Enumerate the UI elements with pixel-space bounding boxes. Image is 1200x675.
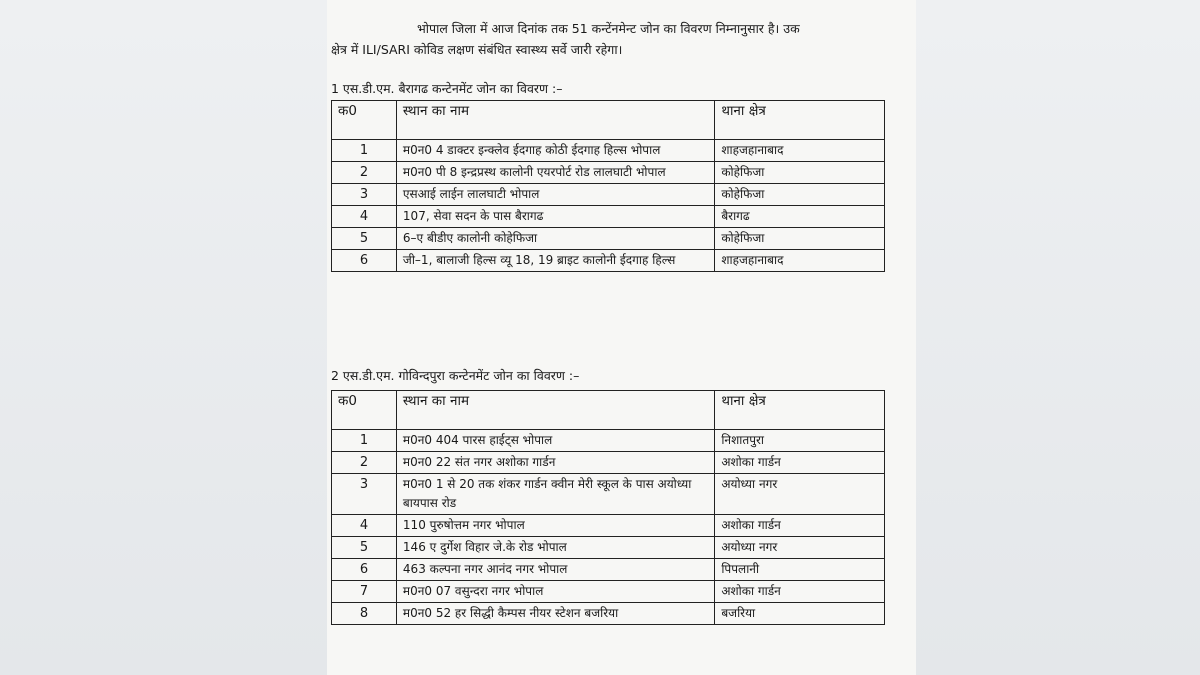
row-station: अशोका गार्डन <box>715 452 885 474</box>
row-serial: 5 <box>332 228 397 250</box>
header-place: स्थान का नाम <box>396 391 714 430</box>
row-serial: 1 <box>332 430 397 452</box>
section1-table <box>331 100 885 272</box>
row-serial: 1 <box>332 140 397 162</box>
intro-line-1: भोपाल जिला में आज दिनांक तक 51 कन्टेंनमेन्ट जोन का विवरण निम्नानुसार है। उक <box>417 21 800 36</box>
table-row <box>332 250 885 272</box>
row-serial: 6 <box>332 250 397 272</box>
table-row <box>332 474 885 515</box>
header-serial: क0 <box>332 391 397 430</box>
row-station: अशोका गार्डन <box>715 581 885 603</box>
header-place: स्थान का नाम <box>396 101 714 140</box>
intro-line-2: क्षेत्र में ILI/SARI कोविड लक्षण संबंधित स्वास्थ्य सर्वे जारी रहेगा। <box>331 42 623 57</box>
row-place: म0न0 52 हर सिद्धी कैम्पस नीयर स्टेशन बजरिया <box>396 603 714 625</box>
row-station: कोहेफिजा <box>715 162 885 184</box>
table-header-row <box>332 101 885 140</box>
row-serial: 7 <box>332 581 397 603</box>
row-station: अयोध्या नगर <box>715 474 885 515</box>
row-place: म0न0 1 से 20 तक शंकर गार्डन क्वीन मेरी स्कूल के पास अयोध्या बायपास रोड <box>396 474 714 515</box>
row-place: म0न0 पी 8 इन्द्रप्रस्थ कालोनी एयरपोर्ट रोड लालघाटी भोपाल <box>396 162 714 184</box>
row-place: म0न0 4 डाक्टर इन्क्लेव ईदगाह कोठी ईदगाह हिल्स भोपाल <box>396 140 714 162</box>
row-place: एसआई लाईन लालघाटी भोपाल <box>396 184 714 206</box>
section2-table <box>331 390 885 625</box>
table-row <box>332 184 885 206</box>
header-station: थाना क्षेत्र <box>715 391 885 430</box>
table-row <box>332 140 885 162</box>
table-header-row <box>332 391 885 430</box>
row-station: शाहजहानाबाद <box>715 140 885 162</box>
row-place: म0न0 22 संत नगर अशोका गार्डन <box>396 452 714 474</box>
row-station: अशोका गार्डन <box>715 515 885 537</box>
row-place: म0न0 404 पारस हाईट्स भोपाल <box>396 430 714 452</box>
row-serial: 6 <box>332 559 397 581</box>
table-row <box>332 603 885 625</box>
row-place: जी–1, बालाजी हिल्स व्यू 18, 19 ब्राइट कालोनी ईदगाह हिल्स <box>396 250 714 272</box>
row-place: 6–ए बीडीए कालोनी कोहेफिजा <box>396 228 714 250</box>
table-row <box>332 206 885 228</box>
row-station: अयोध्या नगर <box>715 537 885 559</box>
row-place: 110 पुरुषोत्तम नगर भोपाल <box>396 515 714 537</box>
row-serial: 3 <box>332 184 397 206</box>
row-place: 146 ए दुर्गेश विहार जे.के रोड भोपाल <box>396 537 714 559</box>
row-place: 107, सेवा सदन के पास बैरागढ <box>396 206 714 228</box>
blurred-background-left <box>0 0 327 675</box>
row-station: पिपलानी <box>715 559 885 581</box>
row-station: बैरागढ <box>715 206 885 228</box>
row-serial: 3 <box>332 474 397 515</box>
blurred-background-right <box>916 0 1200 675</box>
row-serial: 4 <box>332 206 397 228</box>
table-row <box>332 228 885 250</box>
table-row <box>332 452 885 474</box>
header-serial: क0 <box>332 101 397 140</box>
table-row <box>332 515 885 537</box>
table-row <box>332 162 885 184</box>
table-row <box>332 430 885 452</box>
row-place: म0न0 07 वसुन्दरा नगर भोपाल <box>396 581 714 603</box>
row-station: बजरिया <box>715 603 885 625</box>
header-station: थाना क्षेत्र <box>715 101 885 140</box>
intro-paragraph <box>331 18 916 60</box>
row-station: शाहजहानाबाद <box>715 250 885 272</box>
row-serial: 4 <box>332 515 397 537</box>
row-station: निशातपुरा <box>715 430 885 452</box>
table-row <box>332 537 885 559</box>
document-page <box>327 0 916 675</box>
row-station: कोहेफिजा <box>715 228 885 250</box>
row-place: 463 कल्पना नगर आनंद नगर भोपाल <box>396 559 714 581</box>
section1-title: 1 एस.डी.एम. बैरागढ कन्टेनमेंट जोन का विवरण :– <box>331 81 563 96</box>
row-station: कोहेफिजा <box>715 184 885 206</box>
table-row <box>332 581 885 603</box>
row-serial: 2 <box>332 162 397 184</box>
table-row <box>332 559 885 581</box>
row-serial: 8 <box>332 603 397 625</box>
row-serial: 2 <box>332 452 397 474</box>
row-serial: 5 <box>332 537 397 559</box>
section2-title: 2 एस.डी.एम. गोविन्दपुरा कन्टेनमेंट जोन का विवरण :– <box>331 368 580 383</box>
